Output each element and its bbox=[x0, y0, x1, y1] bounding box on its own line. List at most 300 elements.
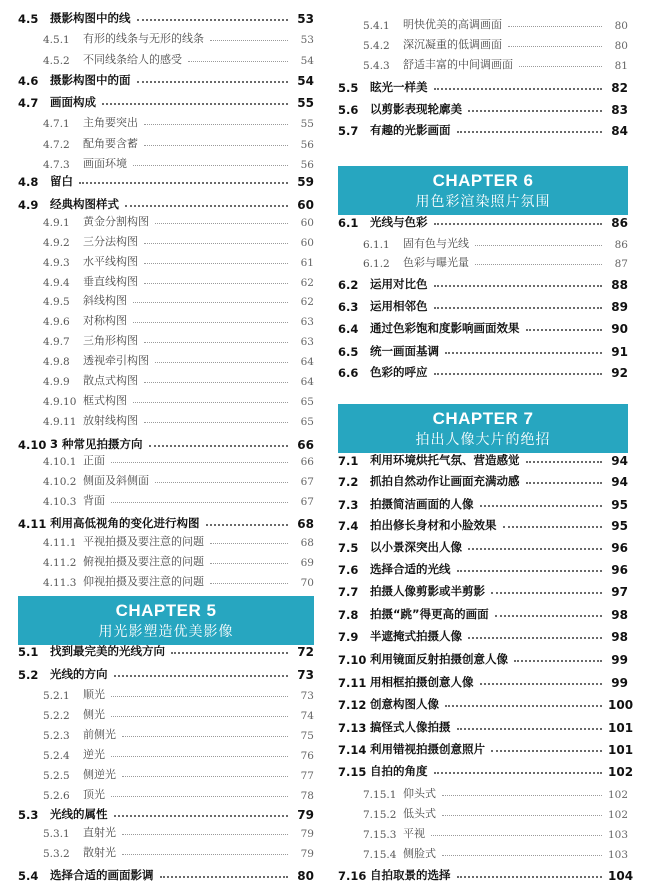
toc-entry[interactable] bbox=[18, 529, 314, 549]
section-number: 7.12 bbox=[338, 698, 367, 712]
toc-entry[interactable] bbox=[18, 47, 314, 67]
page-number: 87 bbox=[614, 258, 628, 270]
toc-entry[interactable] bbox=[18, 169, 314, 189]
chapter-banner-6 bbox=[338, 166, 628, 215]
dot-leader bbox=[508, 46, 602, 47]
toc-entry[interactable] bbox=[338, 492, 628, 512]
section-title: 侧面及斜侧面 bbox=[83, 474, 149, 487]
section-title: 利用环境烘托气氛、营造感觉 bbox=[370, 453, 520, 467]
section-number: 4.10.2 bbox=[43, 476, 77, 488]
dot-leader bbox=[210, 583, 288, 584]
toc-entry[interactable] bbox=[18, 26, 314, 46]
toc-entry[interactable] bbox=[18, 742, 314, 762]
section-number: 7.15.4 bbox=[363, 849, 397, 861]
section-title: 斜线构图 bbox=[83, 294, 127, 307]
toc-entry[interactable] bbox=[18, 448, 314, 468]
section-title: 对称构图 bbox=[83, 314, 127, 327]
section-number: 5.4.2 bbox=[363, 40, 390, 52]
dot-leader bbox=[457, 570, 603, 572]
page-number: 94 bbox=[611, 454, 628, 468]
page-number: 75 bbox=[300, 730, 314, 742]
page-number: 56 bbox=[300, 159, 314, 171]
toc-entry[interactable] bbox=[338, 52, 628, 72]
dot-leader bbox=[79, 182, 288, 184]
section-number: 5.2.6 bbox=[43, 790, 70, 802]
page-number: 64 bbox=[300, 376, 314, 388]
page-number: 100 bbox=[608, 698, 634, 712]
toc-entry[interactable] bbox=[18, 762, 314, 782]
toc-entry[interactable] bbox=[18, 549, 314, 569]
section-number: 6.4 bbox=[338, 322, 359, 336]
toc-entry[interactable] bbox=[338, 781, 628, 801]
toc-entry[interactable] bbox=[18, 209, 314, 229]
section-number: 5.2 bbox=[18, 668, 39, 682]
toc-entry[interactable] bbox=[338, 692, 634, 712]
section-number: 7.15.3 bbox=[363, 829, 397, 841]
toc-entry[interactable] bbox=[338, 231, 628, 251]
section-title: 抓拍自然动作让画面充满动感 bbox=[370, 474, 520, 488]
toc-entry[interactable] bbox=[18, 569, 314, 589]
toc-entry[interactable] bbox=[338, 670, 628, 690]
dot-leader bbox=[122, 834, 288, 835]
dot-leader bbox=[442, 855, 602, 856]
section-number: 5.4 bbox=[18, 869, 39, 883]
page-number: 79 bbox=[300, 828, 314, 840]
toc-entry[interactable] bbox=[338, 469, 628, 489]
dot-leader bbox=[468, 637, 602, 639]
section-title: 正面 bbox=[83, 454, 105, 467]
page-number: 88 bbox=[611, 278, 628, 292]
page-number: 79 bbox=[297, 808, 314, 822]
dot-leader bbox=[102, 103, 288, 105]
section-number: 4.8 bbox=[18, 175, 39, 189]
dot-leader bbox=[144, 342, 288, 343]
dot-leader bbox=[475, 264, 602, 265]
section-title: 利用高低视角的变化进行构图 bbox=[50, 516, 200, 530]
section-number: 6.1.2 bbox=[363, 258, 390, 270]
toc-entry[interactable] bbox=[18, 682, 314, 702]
section-title: 留白 bbox=[50, 174, 73, 188]
page-number: 55 bbox=[300, 118, 314, 130]
toc-entry[interactable] bbox=[338, 32, 628, 52]
section-number: 4.11 bbox=[18, 517, 47, 531]
page-number: 53 bbox=[297, 12, 314, 26]
toc-entry[interactable] bbox=[18, 639, 314, 659]
dot-leader bbox=[206, 524, 289, 526]
section-title: 有形的线条与无形的线条 bbox=[83, 32, 204, 45]
section-number: 4.9.3 bbox=[43, 257, 70, 269]
page-number: 96 bbox=[611, 541, 628, 555]
section-number: 4.9.1 bbox=[43, 217, 70, 229]
section-title: 光线的属性 bbox=[50, 807, 108, 821]
section-number: 4.6 bbox=[18, 74, 39, 88]
toc-entry[interactable] bbox=[18, 782, 314, 802]
toc-entry[interactable] bbox=[18, 722, 314, 742]
toc-entry[interactable] bbox=[18, 131, 314, 151]
section-title: 统一画面基调 bbox=[370, 344, 439, 358]
toc-entry[interactable] bbox=[338, 97, 628, 117]
dot-leader bbox=[457, 728, 603, 730]
page-number: 81 bbox=[614, 60, 628, 72]
section-number: 4.10.3 bbox=[43, 496, 77, 508]
dot-leader bbox=[111, 756, 288, 757]
toc-entry[interactable] bbox=[18, 249, 314, 269]
page-number: 55 bbox=[297, 96, 314, 110]
section-title: 放射线构图 bbox=[83, 414, 138, 427]
section-number: 6.1.1 bbox=[363, 239, 390, 251]
dot-leader bbox=[457, 876, 603, 878]
section-number: 5.3.1 bbox=[43, 828, 70, 840]
section-title: 平视拍摄及要注意的问题 bbox=[83, 535, 204, 548]
page-number: 95 bbox=[611, 519, 628, 533]
dot-leader bbox=[171, 652, 288, 654]
section-number: 4.10.1 bbox=[43, 456, 77, 468]
page-number: 82 bbox=[611, 81, 628, 95]
toc-entry[interactable] bbox=[18, 348, 314, 368]
toc-entry[interactable] bbox=[18, 662, 314, 682]
section-number: 4.11.3 bbox=[43, 577, 77, 589]
toc-entry[interactable] bbox=[338, 759, 634, 779]
section-title: 顶光 bbox=[83, 788, 105, 801]
section-title: 前侧光 bbox=[83, 728, 116, 741]
dot-leader bbox=[133, 402, 288, 403]
section-title: 运用对比色 bbox=[370, 277, 428, 291]
dot-leader bbox=[210, 40, 288, 41]
toc-entry[interactable] bbox=[338, 513, 628, 533]
page-number: 68 bbox=[300, 537, 314, 549]
section-number: 7.11 bbox=[338, 676, 367, 690]
section-title: 侧逆光 bbox=[83, 768, 116, 781]
toc-entry[interactable] bbox=[338, 535, 628, 555]
dot-leader bbox=[155, 223, 288, 224]
section-number: 7.10 bbox=[338, 653, 367, 667]
section-title: 自拍取景的选择 bbox=[370, 868, 451, 882]
section-title: 以小景深突出人像 bbox=[370, 540, 462, 554]
page-number: 97 bbox=[611, 585, 628, 599]
page-number: 80 bbox=[614, 40, 628, 52]
page-number: 67 bbox=[300, 496, 314, 508]
dot-leader bbox=[114, 815, 289, 817]
toc-entry[interactable] bbox=[18, 702, 314, 722]
section-title: 平视 bbox=[403, 827, 425, 840]
toc-entry[interactable] bbox=[18, 820, 314, 840]
section-title: 用相框拍摄创意人像 bbox=[370, 675, 474, 689]
dot-leader bbox=[468, 110, 602, 112]
section-number: 4.7.1 bbox=[43, 118, 70, 130]
dot-leader bbox=[133, 322, 288, 323]
section-title: 深沉凝重的低调画面 bbox=[403, 38, 502, 51]
dot-leader bbox=[133, 302, 288, 303]
toc-entry[interactable] bbox=[338, 557, 628, 577]
page-number: 67 bbox=[300, 476, 314, 488]
toc-entry[interactable] bbox=[18, 863, 314, 883]
toc-entry[interactable] bbox=[338, 715, 634, 735]
section-title: 低头式 bbox=[403, 807, 436, 820]
section-title: 选择合适的画面影调 bbox=[50, 868, 154, 882]
page-number: 66 bbox=[300, 456, 314, 468]
section-number: 4.5 bbox=[18, 12, 39, 26]
section-number: 4.11.2 bbox=[43, 557, 77, 569]
section-title: 眩光一样美 bbox=[370, 80, 428, 94]
page-number: 60 bbox=[297, 198, 314, 212]
section-number: 4.7 bbox=[18, 96, 39, 110]
toc-entry[interactable] bbox=[18, 68, 314, 88]
section-title: 散点式构图 bbox=[83, 374, 138, 387]
section-title: 光线的方向 bbox=[50, 667, 108, 681]
toc-entry[interactable] bbox=[18, 288, 314, 308]
section-title: 通过色彩饱和度影响画面效果 bbox=[370, 321, 520, 335]
section-number: 6.2 bbox=[338, 278, 359, 292]
toc-entry[interactable] bbox=[338, 863, 634, 883]
toc-entry[interactable] bbox=[18, 90, 314, 110]
section-number: 4.9.9 bbox=[43, 376, 70, 388]
page-number: 80 bbox=[297, 869, 314, 883]
toc-entry[interactable] bbox=[338, 579, 628, 599]
toc-entry[interactable] bbox=[338, 294, 628, 314]
page-number: 77 bbox=[300, 770, 314, 782]
dot-leader bbox=[144, 145, 288, 146]
page-number: 69 bbox=[300, 557, 314, 569]
dot-leader bbox=[519, 66, 602, 67]
toc-entry[interactable] bbox=[338, 801, 628, 821]
toc-entry[interactable] bbox=[18, 308, 314, 328]
section-title: 散射光 bbox=[83, 846, 116, 859]
dot-leader bbox=[188, 61, 288, 62]
section-number: 4.7.2 bbox=[43, 139, 70, 151]
section-number: 4.5.1 bbox=[43, 34, 70, 46]
section-title: 经典构图样式 bbox=[50, 197, 119, 211]
page-number: 84 bbox=[611, 124, 628, 138]
page-number: 92 bbox=[611, 366, 628, 380]
page-number: 63 bbox=[300, 316, 314, 328]
toc-entry[interactable] bbox=[338, 737, 634, 757]
toc-entry[interactable] bbox=[338, 624, 628, 644]
dot-leader bbox=[445, 352, 602, 354]
toc-entry[interactable] bbox=[338, 118, 628, 138]
toc-entry[interactable] bbox=[18, 368, 314, 388]
page-number: 68 bbox=[297, 517, 314, 531]
page-number: 63 bbox=[300, 336, 314, 348]
toc-entry[interactable] bbox=[338, 75, 628, 95]
section-title: 垂直线构图 bbox=[83, 275, 138, 288]
dot-leader bbox=[111, 696, 288, 697]
toc-entry[interactable] bbox=[338, 272, 628, 292]
page-number: 53 bbox=[300, 34, 314, 46]
section-number: 5.3.2 bbox=[43, 848, 70, 860]
toc-entry[interactable] bbox=[18, 6, 314, 26]
section-title: 摄影构图中的面 bbox=[50, 73, 131, 87]
toc-entry[interactable] bbox=[338, 602, 628, 622]
dot-leader bbox=[144, 243, 288, 244]
page-number: 74 bbox=[300, 710, 314, 722]
section-number: 5.5 bbox=[338, 81, 359, 95]
dot-leader bbox=[111, 796, 288, 797]
page-number: 102 bbox=[608, 809, 629, 821]
toc-entry[interactable] bbox=[18, 408, 314, 428]
toc-entry[interactable] bbox=[18, 840, 314, 860]
page-number: 73 bbox=[300, 690, 314, 702]
page-number: 94 bbox=[611, 475, 628, 489]
section-title: 透视牵引构图 bbox=[83, 354, 149, 367]
toc-entry[interactable] bbox=[338, 210, 628, 230]
section-number: 5.4.1 bbox=[363, 20, 390, 32]
dot-leader bbox=[480, 683, 603, 685]
page-number: 90 bbox=[611, 322, 628, 336]
dot-leader bbox=[434, 307, 603, 309]
page-number: 66 bbox=[297, 438, 314, 452]
dot-leader bbox=[491, 750, 602, 752]
page-number: 86 bbox=[614, 239, 628, 251]
dot-leader bbox=[434, 373, 603, 375]
section-title: 主角要突出 bbox=[83, 116, 138, 129]
section-title: 背面 bbox=[83, 494, 105, 507]
toc-entry[interactable] bbox=[338, 316, 628, 336]
toc-entry[interactable] bbox=[338, 339, 628, 359]
dot-leader bbox=[480, 505, 603, 507]
section-number: 4.9.11 bbox=[43, 416, 77, 428]
page-number: 96 bbox=[611, 563, 628, 577]
dot-leader bbox=[144, 283, 288, 284]
section-number: 4.9 bbox=[18, 198, 39, 212]
page-number: 64 bbox=[300, 356, 314, 368]
section-title: 三分法构图 bbox=[83, 235, 138, 248]
toc-entry[interactable] bbox=[18, 388, 314, 408]
section-number: 7.15.1 bbox=[363, 789, 397, 801]
section-number: 6.1 bbox=[338, 216, 359, 230]
page-number: 102 bbox=[608, 765, 634, 779]
section-number: 5.3 bbox=[18, 808, 39, 822]
section-title: 画面环境 bbox=[83, 157, 127, 170]
dot-leader bbox=[144, 263, 288, 264]
section-title: 明快优美的高调画面 bbox=[403, 18, 502, 31]
toc-entry[interactable] bbox=[18, 468, 314, 488]
page-number: 101 bbox=[608, 721, 634, 735]
dot-leader bbox=[442, 815, 602, 816]
section-number: 4.5.2 bbox=[43, 55, 70, 67]
section-number: 4.9.5 bbox=[43, 296, 70, 308]
section-title: 色彩与曝光量 bbox=[403, 256, 469, 269]
dot-leader bbox=[457, 131, 603, 133]
dot-leader bbox=[434, 772, 603, 774]
toc-entry[interactable] bbox=[338, 821, 628, 841]
section-number: 7.15 bbox=[338, 765, 367, 779]
section-number: 4.9.8 bbox=[43, 356, 70, 368]
section-title: 运用相邻色 bbox=[370, 299, 428, 313]
dot-leader bbox=[210, 543, 288, 544]
dot-leader bbox=[144, 382, 288, 383]
chapter-title: 用色彩渲染照片氛围 bbox=[415, 194, 551, 210]
section-title: 水平线构图 bbox=[83, 255, 138, 268]
dot-leader bbox=[133, 165, 288, 166]
dot-leader bbox=[122, 776, 288, 777]
dot-leader bbox=[111, 502, 288, 503]
page-number: 86 bbox=[611, 216, 628, 230]
page-number: 54 bbox=[297, 74, 314, 88]
section-title: 色彩的呼应 bbox=[370, 365, 428, 379]
dot-leader bbox=[122, 854, 288, 855]
dot-leader bbox=[495, 615, 602, 617]
toc-entry[interactable] bbox=[338, 250, 628, 270]
section-title: 画面构成 bbox=[50, 95, 96, 109]
toc-entry[interactable] bbox=[18, 802, 314, 822]
section-number: 7.14 bbox=[338, 743, 367, 757]
dot-leader bbox=[491, 592, 602, 594]
dot-leader bbox=[210, 563, 288, 564]
page-number: 104 bbox=[608, 869, 634, 883]
section-title: 舒适丰富的中间调画面 bbox=[403, 58, 513, 71]
toc-entry[interactable] bbox=[18, 488, 314, 508]
toc-entry[interactable] bbox=[18, 151, 314, 171]
section-number: 7.7 bbox=[338, 585, 359, 599]
section-title: 侧脸式 bbox=[403, 847, 436, 860]
section-number: 4.9.10 bbox=[43, 396, 77, 408]
toc-entry[interactable] bbox=[18, 511, 314, 531]
section-title: 摄影构图中的线 bbox=[50, 11, 131, 25]
toc-entry[interactable] bbox=[338, 841, 628, 861]
section-number: 5.2.4 bbox=[43, 750, 70, 762]
section-number: 7.5 bbox=[338, 541, 359, 555]
dot-leader bbox=[468, 548, 602, 550]
section-title: 顺光 bbox=[83, 688, 105, 701]
page-number: 103 bbox=[608, 829, 629, 841]
section-number: 6.3 bbox=[338, 300, 359, 314]
toc-entry[interactable] bbox=[18, 269, 314, 289]
page-number: 89 bbox=[611, 300, 628, 314]
toc-entry[interactable] bbox=[338, 360, 628, 380]
dot-leader bbox=[431, 835, 602, 836]
section-title: 不同线条给人的感受 bbox=[83, 53, 182, 66]
toc-entry[interactable] bbox=[18, 229, 314, 249]
toc-entry[interactable] bbox=[338, 647, 628, 667]
section-title: 3 种常见拍摄方向 bbox=[50, 437, 143, 451]
page-number: 62 bbox=[300, 277, 314, 289]
section-title: 逆光 bbox=[83, 748, 105, 761]
toc-entry[interactable] bbox=[338, 448, 628, 468]
section-number: 4.10 bbox=[18, 438, 47, 452]
section-number: 7.4 bbox=[338, 519, 359, 533]
page-number: 65 bbox=[300, 396, 314, 408]
section-title: 仰视拍摄及要注意的问题 bbox=[83, 575, 204, 588]
section-number: 7.13 bbox=[338, 721, 367, 735]
dot-leader bbox=[137, 19, 289, 21]
section-number: 5.2.2 bbox=[43, 710, 70, 722]
dot-leader bbox=[160, 876, 289, 878]
page-number: 98 bbox=[611, 630, 628, 644]
page-number: 98 bbox=[611, 608, 628, 622]
section-number: 7.3 bbox=[338, 498, 359, 512]
section-title: 仰头式 bbox=[403, 787, 436, 800]
page-number: 72 bbox=[297, 645, 314, 659]
toc-entry[interactable] bbox=[18, 110, 314, 130]
page-number: 65 bbox=[300, 416, 314, 428]
section-title: 拍摄“跳”得更高的画面 bbox=[370, 607, 489, 621]
section-title: 侧光 bbox=[83, 708, 105, 721]
page-number: 54 bbox=[300, 55, 314, 67]
section-number: 4.7.3 bbox=[43, 159, 70, 171]
page-number: 56 bbox=[300, 139, 314, 151]
section-number: 4.9.4 bbox=[43, 277, 70, 289]
toc-entry[interactable] bbox=[18, 328, 314, 348]
dot-leader bbox=[434, 88, 603, 90]
section-title: 拍摄简洁画面的人像 bbox=[370, 497, 474, 511]
page-number: 80 bbox=[614, 20, 628, 32]
dot-leader bbox=[125, 205, 288, 207]
toc-entry[interactable] bbox=[338, 12, 628, 32]
section-number: 7.9 bbox=[338, 630, 359, 644]
section-number: 5.1 bbox=[18, 645, 39, 659]
section-title: 拍出修长身材和小脸效果 bbox=[370, 518, 497, 532]
section-title: 光线与色彩 bbox=[370, 215, 428, 229]
